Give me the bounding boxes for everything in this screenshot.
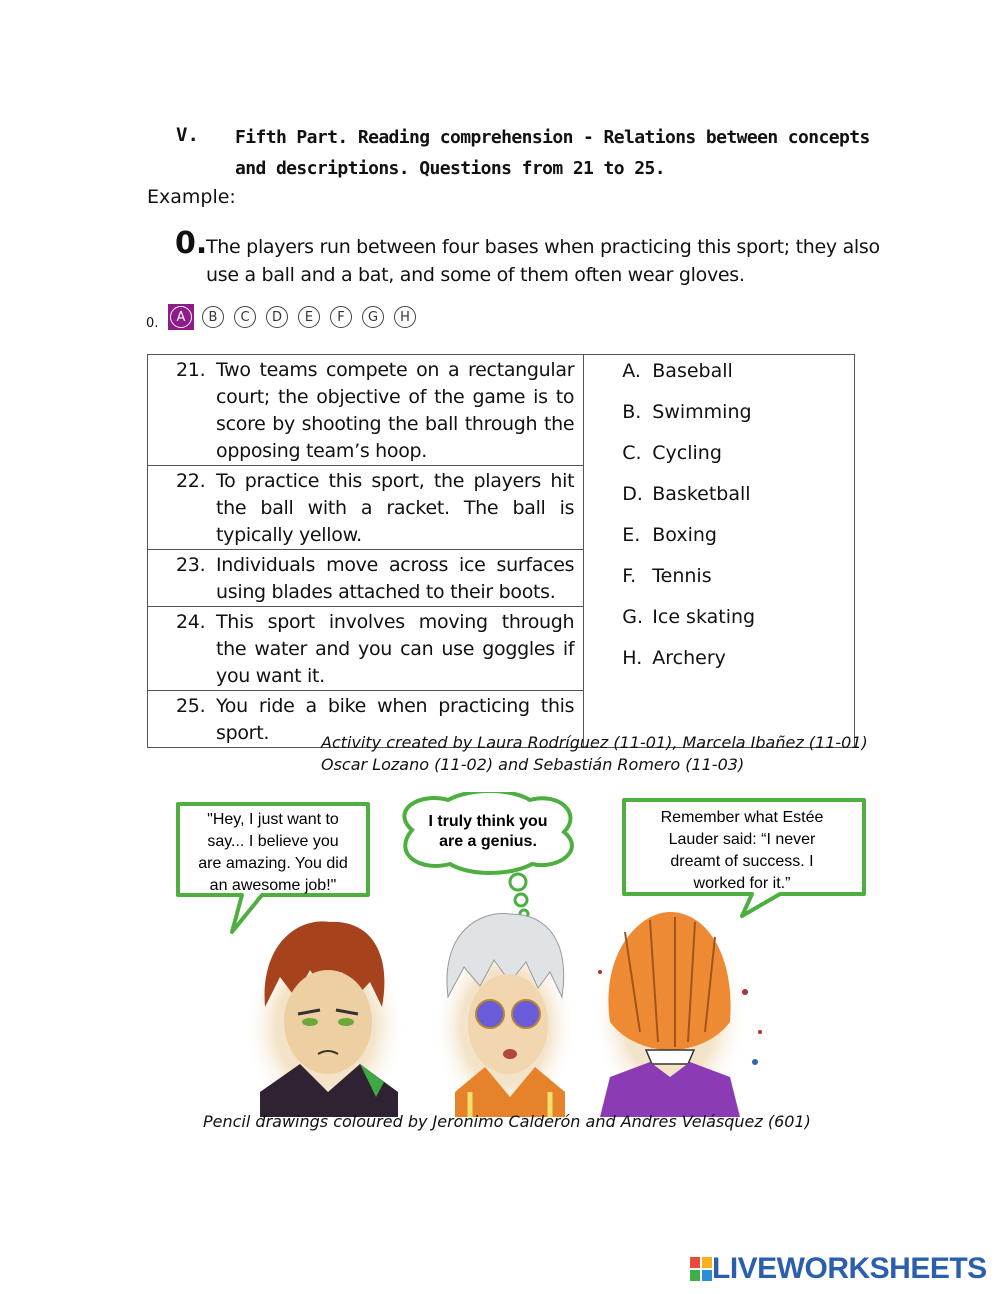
brand-blocks-icon xyxy=(690,1257,712,1281)
question-cell-23 xyxy=(148,550,584,607)
answer-bubble-e[interactable]: E xyxy=(296,304,322,330)
example-number: 0. xyxy=(175,226,208,261)
character-1-drawing xyxy=(243,921,407,1117)
svg-text:dreamt of success. I: dreamt of success. I xyxy=(670,853,814,870)
speech-bubble-3 xyxy=(624,800,864,916)
question-number: 24. xyxy=(176,611,206,633)
svg-text:are a genius.: are a genius. xyxy=(439,833,537,850)
option-g: G. Ice skating xyxy=(622,606,756,628)
speech-bubble-1 xyxy=(178,804,368,932)
svg-text:Lauder said: “I never: Lauder said: “I never xyxy=(668,831,816,848)
comic-illustration xyxy=(170,792,870,1117)
question-cell-21 xyxy=(148,355,584,466)
thought-bubble xyxy=(404,792,572,918)
svg-text:an awesome job!": an awesome job!" xyxy=(209,877,337,894)
answer-bubbles xyxy=(168,304,418,330)
liveworksheets-logo[interactable] xyxy=(690,1252,987,1286)
option-h: H. Archery xyxy=(622,647,726,669)
example-text: The players run between four bases when practicing this sport; they also use a ball and a bat, and some of them often wear gloves. xyxy=(206,236,880,286)
svg-text:say... I believe you: say... I believe you xyxy=(207,833,339,850)
matching-table xyxy=(147,354,855,748)
option-a: A. Baseball xyxy=(622,360,733,382)
svg-text:I truly think you: I truly think you xyxy=(428,813,548,830)
options-cell xyxy=(584,355,855,748)
question-number: 23. xyxy=(176,554,206,576)
question-text: To practice this sport, the players hit the ball with a racket. The ball is typically yellow. xyxy=(216,470,575,546)
character-3-drawing xyxy=(592,912,762,1117)
answer-bubble-h[interactable]: H xyxy=(392,304,418,330)
answer-bubble-c[interactable]: C xyxy=(232,304,258,330)
answer-bubble-f[interactable]: F xyxy=(328,304,354,330)
question-number: 25. xyxy=(176,695,206,717)
svg-text:worked for it.”: worked for it.” xyxy=(693,875,791,892)
svg-text:are amazing. You did: are amazing. You did xyxy=(198,855,348,872)
option-f: F. Tennis xyxy=(622,565,712,587)
answer-bubble-b[interactable]: B xyxy=(200,304,226,330)
svg-text:"Hey, I just want to: "Hey, I just want to xyxy=(207,811,339,828)
option-c: C. Cycling xyxy=(622,442,722,464)
section-number: V. xyxy=(176,124,199,146)
brand-name: LIVEWORKSHEETS xyxy=(712,1252,987,1285)
question-text: Individuals move across ice surfaces using blades attached to their boots. xyxy=(216,554,575,603)
answer-bubble-g[interactable]: G xyxy=(360,304,386,330)
question-number: 22. xyxy=(176,470,206,492)
question-number: 21. xyxy=(176,359,206,381)
question-text: This sport involves moving through the water and you can use goggles if you want it. xyxy=(216,611,575,687)
drawings-credit: Pencil drawings coloured by Jeronimo Calderón and Andres Velásquez (601) xyxy=(203,1112,811,1131)
question-cell-24 xyxy=(148,607,584,691)
question-text: You ride a bike when practicing this sport. xyxy=(216,695,575,744)
answer-prefix: 0. xyxy=(146,316,159,331)
option-e: E. Boxing xyxy=(622,524,717,546)
answer-bubble-a[interactable]: A xyxy=(168,304,194,330)
question-text: Two teams compete on a rectangular court; the objective of the game is to score by shooting the ball through the opposing team’s hoop. xyxy=(216,359,575,462)
example-label: Example: xyxy=(147,186,236,208)
question-cell-22 xyxy=(148,466,584,550)
answer-bubble-d[interactable]: D xyxy=(264,304,290,330)
option-d: D. Basketball xyxy=(622,483,751,505)
svg-text:Remember what Estée: Remember what Estée xyxy=(660,809,824,826)
activity-credit: Activity created by Laura Rodríguez (11-01), Marcela Ibañez (11-01) Oscar Lozano (11-02) and Sebastián Romero (11-03) xyxy=(321,733,868,774)
character-2-drawing xyxy=(433,914,577,1117)
section-title: Fifth Part. Reading comprehension - Relations between concepts and descriptions. Questions from 21 to 25. xyxy=(235,127,870,179)
option-b: B. Swimming xyxy=(622,401,752,423)
